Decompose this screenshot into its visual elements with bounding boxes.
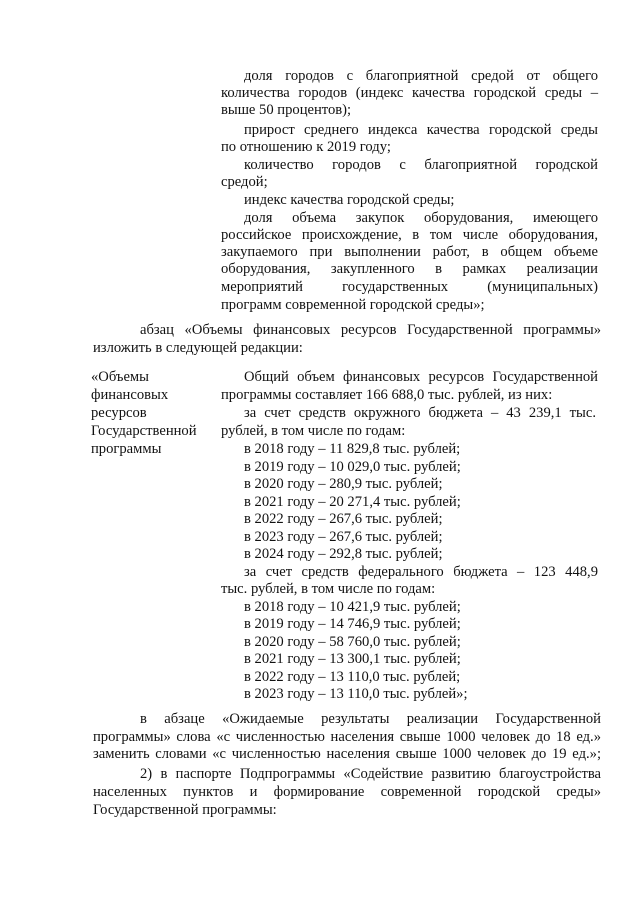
text-line: Государственной программы: bbox=[93, 802, 277, 818]
text-line: программы» слова «с численностью населения свыше 1000 человек до 18 ед.» bbox=[93, 729, 601, 745]
table-value-line: рублей, в том числе по годам: bbox=[221, 423, 406, 439]
table-label-line: финансовых bbox=[91, 387, 169, 403]
text-line: абзац «Объемы финансовых ресурсов Государственной программы» bbox=[140, 322, 601, 338]
table-value-line: в 2018 году – 11 829,8 тыс. рублей; bbox=[244, 441, 461, 457]
table-value-line: в 2019 году – 10 029,0 тыс. рублей; bbox=[244, 459, 461, 475]
text-line: заменить словами «с численностью населения свыше 1000 человек до 19 ед.»; bbox=[93, 746, 601, 762]
text-line: выше 50 процентов); bbox=[221, 102, 352, 118]
table-value-line: в 2018 году – 10 421,9 тыс. рублей; bbox=[244, 599, 461, 615]
table-value-line: в 2020 году – 58 760,0 тыс. рублей; bbox=[244, 634, 461, 650]
text-line: мероприятий государственных (муниципальных) bbox=[221, 279, 598, 295]
table-value-line: за счет средств окружного бюджета – 43 239,1 тыс. bbox=[244, 405, 596, 421]
table-value-line: в 2023 году – 13 110,0 тыс. рублей»; bbox=[244, 686, 468, 702]
text-line: количества городов (индекс качества городской среды – bbox=[221, 85, 598, 101]
text-line: изложить в следующей редакции: bbox=[93, 340, 303, 356]
text-line: населенных пунктов и формирование современной городской среды» bbox=[93, 784, 601, 800]
table-label-line: программы bbox=[91, 441, 162, 457]
text-line: доля городов с благоприятной средой от общего bbox=[244, 68, 598, 84]
text-line: в абзаце «Ожидаемые результаты реализации Государственной bbox=[140, 711, 601, 727]
table-value-line: в 2023 году – 267,6 тыс. рублей; bbox=[244, 529, 443, 545]
table-value-line: за счет средств федерального бюджета – 123 448,9 bbox=[244, 564, 598, 580]
table-value-line: Общий объем финансовых ресурсов Государственной bbox=[244, 369, 598, 385]
table-value-line: в 2021 году – 13 300,1 тыс. рублей; bbox=[244, 651, 461, 667]
text-line: доля объема закупок оборудования, имеющего bbox=[244, 210, 598, 226]
table-value-line: в 2022 году – 267,6 тыс. рублей; bbox=[244, 511, 443, 527]
table-value-line: в 2022 году – 13 110,0 тыс. рублей; bbox=[244, 669, 461, 685]
text-line: количество городов с благоприятной городской bbox=[244, 157, 598, 173]
text-line: по отношению к 2019 году; bbox=[221, 139, 391, 155]
table-value-line: в 2024 году – 292,8 тыс. рублей; bbox=[244, 546, 443, 562]
text-line: индекс качества городской среды; bbox=[244, 192, 455, 208]
text-line: оборудования, закупленного в рамках реализации bbox=[221, 261, 598, 277]
text-line: программ современной городской среды»; bbox=[221, 297, 485, 313]
text-line: российское происхождение, в том числе оборудования, bbox=[221, 227, 598, 243]
table-value-line: в 2019 году – 14 746,9 тыс. рублей; bbox=[244, 616, 461, 632]
table-value-line: тыс. рублей, в том числе по годам: bbox=[221, 581, 436, 597]
text-line: средой; bbox=[221, 174, 268, 190]
table-label-line: «Объемы bbox=[91, 369, 149, 385]
table-label-line: Государственной bbox=[91, 423, 197, 439]
table-value-line: программы составляет 166 688,0 тыс. рублей, из них: bbox=[221, 387, 553, 403]
text-line: 2) в паспорте Подпрограммы «Содействие развитию благоустройства bbox=[140, 766, 601, 782]
text-line: прирост среднего индекса качества городской среды bbox=[244, 122, 598, 138]
table-label-line: ресурсов bbox=[91, 405, 147, 421]
table-value-line: в 2021 году – 20 271,4 тыс. рублей; bbox=[244, 494, 461, 510]
text-line: закупаемого при выполнении работ, в общем объеме bbox=[221, 244, 598, 260]
table-value-line: в 2020 году – 280,9 тыс. рублей; bbox=[244, 476, 443, 492]
